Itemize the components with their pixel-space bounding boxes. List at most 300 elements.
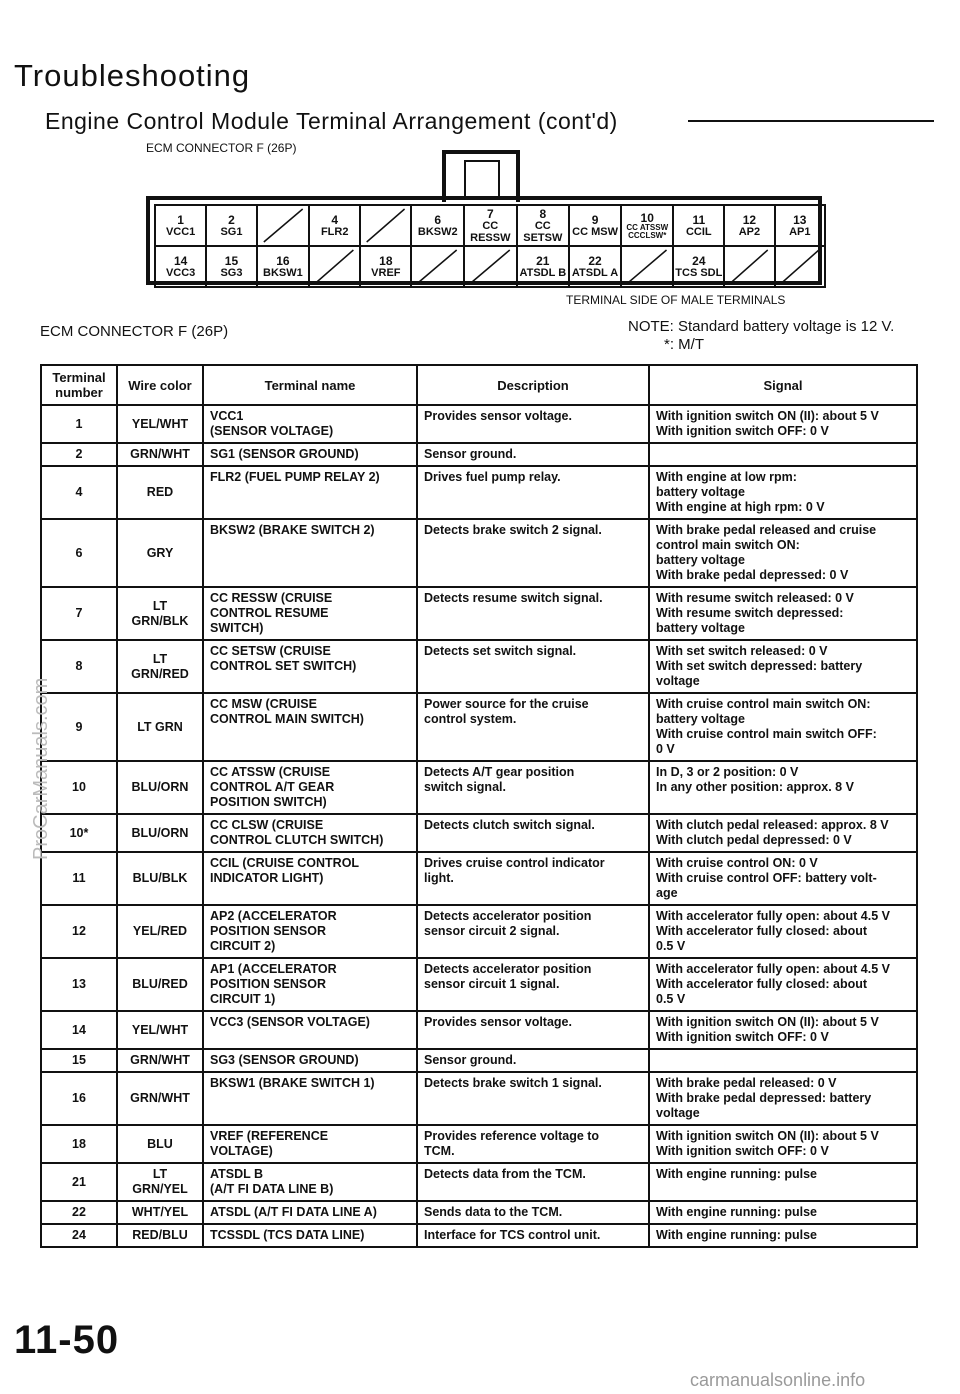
terminal-name-cell-line: SG1 (SENSOR GROUND) [210, 447, 359, 461]
signal-cell-line: 0.5 V [656, 939, 686, 953]
terminal-name-cell-line: CC CLSW (CRUISE [210, 818, 324, 832]
description-cell [417, 761, 649, 814]
header-description: Description [417, 365, 649, 405]
signal-cell [649, 1163, 917, 1201]
connector-label: ECM CONNECTOR F (26P) [40, 323, 229, 340]
header-terminal-number: Terminal number [41, 365, 117, 405]
table-row [41, 905, 917, 958]
connector-unused-pin [775, 246, 825, 287]
connector-pin-name: CC MSW [572, 225, 618, 238]
description-cell [417, 958, 649, 1011]
connector-pin-number: 13 [793, 212, 807, 227]
terminal-name-cell [203, 852, 417, 905]
title-rule [688, 120, 934, 122]
terminal-name-cell-line: AP1 (ACCELERATOR [210, 962, 337, 976]
terminal-number-cell: 4 [41, 466, 117, 519]
terminal-name-cell [203, 587, 417, 640]
signal-cell [649, 1125, 917, 1163]
connector-lock-slot [464, 160, 500, 200]
description-cell-line: Detects accelerator position [424, 962, 592, 976]
connector-pin-name: CC ATSSW CCCLSW* [626, 222, 669, 240]
signal-cell [649, 1201, 917, 1224]
signal-cell-line: battery voltage [656, 485, 745, 499]
signal-cell-line: With accelerator fully open: about 4.5 V [656, 909, 890, 923]
signal-cell-line: With accelerator fully closed: about [656, 924, 868, 938]
signal-cell-line: With resume switch depressed: [656, 606, 844, 620]
signal-cell [649, 1049, 917, 1072]
connector-pin [411, 205, 464, 246]
connector-unused-pin [309, 246, 360, 287]
signal-cell [649, 958, 917, 1011]
terminal-name-cell [203, 640, 417, 693]
description-cell [417, 1049, 649, 1072]
terminal-name-cell-line: CONTROL MAIN SWITCH) [210, 712, 364, 726]
connector-unused-pin [621, 246, 673, 287]
connector-pin [464, 205, 517, 246]
wire-color-cell: BLU/ORN [117, 814, 203, 852]
description-cell-line: Detects data from the TCM. [424, 1167, 586, 1181]
connector-pin-name: ATSDL A [571, 266, 619, 279]
signal-cell-line: battery voltage [656, 553, 745, 567]
signal-cell [649, 1224, 917, 1247]
signal-cell [649, 1072, 917, 1125]
terminal-name-cell [203, 1049, 417, 1072]
wire-color-cell: LT GRN/YEL [117, 1163, 203, 1201]
description-cell-line: Sensor ground. [424, 447, 517, 461]
description-cell-line: control system. [424, 712, 517, 726]
connector-diagram [146, 146, 826, 288]
signal-cell-line: With cruise control main switch OFF: [656, 727, 877, 741]
description-cell-line: light. [424, 871, 454, 885]
signal-cell [649, 405, 917, 443]
description-cell-line: Drives cruise control indicator [424, 856, 605, 870]
terminal-name-cell-line: CC RESSW (CRUISE [210, 591, 333, 605]
connector-pin [155, 246, 206, 287]
wire-color-cell: LT GRN [117, 693, 203, 761]
connector-pin-number: 16 [276, 253, 290, 268]
terminal-name-cell-line: CONTROL RESUME [210, 606, 329, 620]
description-cell [417, 1163, 649, 1201]
header-wire-color: Wire color [117, 365, 203, 405]
terminal-number-cell: 8 [41, 640, 117, 693]
terminal-name-cell-line: CIRCUIT 2) [210, 939, 276, 953]
connector-pin-name: FLR2 [320, 225, 349, 238]
wire-color-cell: GRY [117, 519, 203, 587]
description-cell-line: Sensor ground. [424, 1053, 517, 1067]
page-subtitle: Engine Control Module Terminal Arrangement (cont'd) [45, 108, 618, 134]
terminal-name-cell-line: INDICATOR LIGHT) [210, 871, 324, 885]
header-terminal-name: Terminal name [203, 365, 417, 405]
connector-pin [360, 246, 411, 287]
signal-cell-line: With ignition switch OFF: 0 V [656, 424, 829, 438]
description-cell-line: sensor circuit 1 signal. [424, 977, 560, 991]
signal-cell-line: With ignition switch ON (II): about 5 V [656, 1015, 879, 1029]
terminal-name-cell [203, 1201, 417, 1224]
terminal-number-cell: 6 [41, 519, 117, 587]
connector-unused-pin [360, 205, 411, 246]
description-cell [417, 640, 649, 693]
description-cell [417, 1224, 649, 1247]
terminal-name-cell-line: BKSW1 (BRAKE SWITCH 1) [210, 1076, 375, 1090]
description-cell [417, 443, 649, 466]
description-cell [417, 1011, 649, 1049]
connector-pin-number: 21 [536, 253, 550, 268]
description-cell-line: Detects resume switch signal. [424, 591, 603, 605]
section-title: Troubleshooting [14, 58, 251, 93]
description-cell-line: Provides sensor voltage. [424, 1015, 572, 1029]
terminal-name-cell [203, 905, 417, 958]
connector-pin-name: CC RESSW [470, 219, 511, 244]
connector-pin-row [155, 246, 825, 287]
table-row [41, 958, 917, 1011]
terminal-name-cell-line: CONTROL CLUTCH SWITCH) [210, 833, 384, 847]
terminal-name-cell-line: CC MSW (CRUISE [210, 697, 317, 711]
signal-cell-line: With accelerator fully open: about 4.5 V [656, 962, 890, 976]
connector-pin-number: 24 [692, 253, 706, 268]
signal-cell [649, 443, 917, 466]
signal-cell [649, 466, 917, 519]
wire-color-cell: GRN/WHT [117, 1049, 203, 1072]
terminal-number-cell: 11 [41, 852, 117, 905]
table-row [41, 1011, 917, 1049]
note-line-2: *: M/T [664, 336, 704, 353]
connector-pin-row [155, 205, 825, 246]
terminal-name-cell-line: (SENSOR VOLTAGE) [210, 424, 334, 438]
terminal-name-cell-line: FLR2 (FUEL PUMP RELAY 2) [210, 470, 380, 484]
signal-cell-line: With cruise control main switch ON: [656, 697, 871, 711]
description-cell-line: Detects accelerator position [424, 909, 592, 923]
terminal-name-cell [203, 761, 417, 814]
signal-cell-line: With brake pedal released: 0 V [656, 1076, 837, 1090]
terminal-name-cell-line: BKSW2 (BRAKE SWITCH 2) [210, 523, 375, 537]
terminal-name-cell-line: SWITCH) [210, 621, 264, 635]
terminal-name-cell-line: POSITION SWITCH) [210, 795, 327, 809]
terminal-number-cell: 21 [41, 1163, 117, 1201]
description-cell-line: TCM. [424, 1144, 455, 1158]
signal-cell-line: In D, 3 or 2 position: 0 V [656, 765, 799, 779]
signal-cell-line: With brake pedal depressed: battery [656, 1091, 872, 1105]
terminal-name-cell-line: POSITION SENSOR [210, 977, 326, 991]
connector-pin [206, 205, 256, 246]
signal-cell-line: With accelerator fully closed: about [656, 977, 868, 991]
connector-pin [673, 205, 724, 246]
terminal-name-cell-line: ATSDL B [210, 1167, 264, 1181]
connector-pin [775, 205, 825, 246]
table-header-row [41, 365, 917, 405]
terminal-name-cell-line: CONTROL SET SWITCH) [210, 659, 357, 673]
signal-cell [649, 519, 917, 587]
description-cell-line: switch signal. [424, 780, 506, 794]
signal-cell-line: With resume switch released: 0 V [656, 591, 854, 605]
wire-color-cell: BLU/BLK [117, 852, 203, 905]
signal-cell-line: voltage [656, 1106, 700, 1120]
connector-pin-number: 9 [591, 212, 599, 227]
signal-cell-line: With engine running: pulse [656, 1205, 817, 1219]
wire-color-cell: BLU/ORN [117, 761, 203, 814]
wire-color-cell: YEL/WHT [117, 405, 203, 443]
wire-color-cell: YEL/RED [117, 905, 203, 958]
signal-cell-line: With ignition switch OFF: 0 V [656, 1030, 829, 1044]
description-cell-line: Power source for the cruise [424, 697, 589, 711]
connector-pin-name: ATSDL B [519, 266, 567, 279]
terminal-name-cell-line: CCIL (CRUISE CONTROL [210, 856, 360, 870]
terminal-name-cell [203, 405, 417, 443]
connector-pin-name: VCC3 [165, 266, 196, 279]
connector-pin-name: BKSW1 [263, 266, 303, 279]
signal-cell-line: With set switch depressed: battery [656, 659, 863, 673]
connector-pin-number: 11 [692, 212, 706, 227]
description-cell [417, 519, 649, 587]
terminal-name-cell-line: VCC1 [210, 409, 244, 423]
terminal-number-cell: 10 [41, 761, 117, 814]
terminal-number-cell: 9 [41, 693, 117, 761]
connector-pin-number: 15 [224, 253, 239, 268]
signal-cell-line: With brake pedal depressed: 0 V [656, 568, 849, 582]
description-cell [417, 405, 649, 443]
terminal-number-cell: 10* [41, 814, 117, 852]
description-cell-line: Detects brake switch 2 signal. [424, 523, 602, 537]
table-row [41, 1224, 917, 1247]
wire-color-cell: BLU/RED [117, 958, 203, 1011]
signal-cell [649, 1011, 917, 1049]
terminal-number-cell: 22 [41, 1201, 117, 1224]
terminal-name-cell [203, 1224, 417, 1247]
table-row [41, 443, 917, 466]
connector-pin [569, 205, 621, 246]
connector-label-top: ECM CONNECTOR F (26P) [146, 141, 297, 155]
wire-color-cell: YEL/WHT [117, 1011, 203, 1049]
wire-color-cell: WHT/YEL [117, 1201, 203, 1224]
signal-cell-line: With ignition switch OFF: 0 V [656, 1144, 829, 1158]
terminal-number-cell: 18 [41, 1125, 117, 1163]
terminal-number-cell: 15 [41, 1049, 117, 1072]
table-row [41, 1125, 917, 1163]
signal-cell-line: With set switch released: 0 V [656, 644, 828, 658]
connector-pin-name: SG3 [220, 266, 243, 279]
terminal-name-cell [203, 958, 417, 1011]
description-cell [417, 905, 649, 958]
table-row [41, 405, 917, 443]
table-row [41, 814, 917, 852]
connector-pin-name: VCC1 [165, 225, 196, 238]
signal-cell-line: battery voltage [656, 621, 745, 635]
table-row [41, 640, 917, 693]
terminal-side-label: TERMINAL SIDE OF MALE TERMINALS [566, 293, 786, 307]
note [628, 318, 894, 354]
terminal-number-cell: 7 [41, 587, 117, 640]
terminal-number-cell: 16 [41, 1072, 117, 1125]
description-cell-line: Interface for TCS control unit. [424, 1228, 601, 1242]
signal-cell [649, 761, 917, 814]
connector-pin-number: 4 [331, 212, 339, 227]
wire-color-cell: RED [117, 466, 203, 519]
table-row [41, 1201, 917, 1224]
table-row [41, 519, 917, 587]
description-cell [417, 1125, 649, 1163]
connector-pin-name: CCIL [685, 225, 712, 238]
signal-cell-line: With cruise control ON: 0 V [656, 856, 818, 870]
connector-pin [309, 205, 360, 246]
connector-pin-name: AP2 [738, 225, 761, 238]
connector-pin-name: TCS SDL [675, 266, 723, 279]
terminal-name-cell-line: POSITION SENSOR [210, 924, 326, 938]
description-cell [417, 693, 649, 761]
connector-pin-number: 18 [379, 253, 393, 268]
table-row [41, 1049, 917, 1072]
terminal-name-cell [203, 466, 417, 519]
wire-color-cell: LT GRN/RED [117, 640, 203, 693]
connector-unused-pin [464, 246, 517, 287]
connector-pin-number: 14 [173, 253, 188, 268]
terminal-table [40, 364, 918, 1248]
description-cell-line: Detects clutch switch signal. [424, 818, 595, 832]
connector-pin [517, 246, 569, 287]
signal-cell-line: 0 V [656, 742, 675, 756]
terminal-name-cell [203, 814, 417, 852]
connector-pin-number: 7 [486, 206, 494, 221]
description-cell-line: Provides reference voltage to [424, 1129, 600, 1143]
terminal-name-cell-line: AP2 (ACCELERATOR [210, 909, 337, 923]
connector-pin-number: 6 [434, 212, 442, 227]
connector-pin-number: 1 [177, 212, 184, 227]
terminal-number-cell: 13 [41, 958, 117, 1011]
signal-cell-line: With clutch pedal depressed: 0 V [656, 833, 852, 847]
terminal-name-cell-line: TCSSDL (TCS DATA LINE) [210, 1228, 365, 1242]
description-cell-line: Detects A/T gear position [424, 765, 575, 779]
connector-pin [724, 205, 774, 246]
signal-cell-line: With ignition switch ON (II): about 5 V [656, 1129, 879, 1143]
connector-pin-number: 8 [539, 206, 547, 221]
connector-pin-number: 10 [640, 210, 654, 225]
terminal-number-cell: 14 [41, 1011, 117, 1049]
connector-pin-grid [154, 204, 826, 288]
signal-cell-line: With engine running: pulse [656, 1167, 817, 1181]
connector-pin-number: 12 [742, 212, 757, 227]
signal-cell [649, 587, 917, 640]
signal-cell-line: With clutch pedal released: approx. 8 V [656, 818, 889, 832]
description-cell-line: Detects set switch signal. [424, 644, 577, 658]
terminal-name-cell-line: SG3 (SENSOR GROUND) [210, 1053, 359, 1067]
connector-pin [673, 246, 724, 287]
description-cell [417, 852, 649, 905]
signal-cell-line: 0.5 V [656, 992, 686, 1006]
terminal-name-cell-line: (A/T FI DATA LINE B) [210, 1182, 334, 1196]
terminal-name-cell-line: CC SETSW (CRUISE [210, 644, 331, 658]
connector-pin [621, 205, 673, 246]
signal-cell-line: age [656, 886, 678, 900]
connector-pin [517, 205, 569, 246]
terminal-name-cell [203, 1072, 417, 1125]
table-row [41, 852, 917, 905]
page-number: 11-50 [14, 1318, 120, 1362]
description-cell-line: Detects brake switch 1 signal. [424, 1076, 602, 1090]
connector-pin-name: BKSW2 [417, 225, 458, 238]
wire-color-cell: BLU [117, 1125, 203, 1163]
connector-pin-name: VREF [371, 266, 401, 279]
terminal-name-cell [203, 1011, 417, 1049]
header-signal: Signal [649, 365, 917, 405]
description-cell [417, 587, 649, 640]
terminal-name-cell [203, 1125, 417, 1163]
wire-color-cell: RED/BLU [117, 1224, 203, 1247]
connector-pin [206, 246, 256, 287]
signal-cell [649, 640, 917, 693]
terminal-name-cell-line: CC ATSSW (CRUISE [210, 765, 331, 779]
terminal-name-cell-line: VREF (REFERENCE [210, 1129, 329, 1143]
signal-cell-line: control main switch ON: [656, 538, 800, 552]
terminal-name-cell-line: CONTROL A/T GEAR [210, 780, 335, 794]
terminal-name-cell-line: ATSDL (A/T FI DATA LINE A) [210, 1205, 377, 1219]
description-cell [417, 466, 649, 519]
signal-cell [649, 814, 917, 852]
signal-cell-line: In any other position: approx. 8 V [656, 780, 854, 794]
connector-pin [257, 246, 310, 287]
signal-cell [649, 905, 917, 958]
signal-cell [649, 693, 917, 761]
watermark-bottom: carmanualsonline.info [690, 1370, 866, 1390]
terminal-name-cell [203, 443, 417, 466]
terminal-name-cell [203, 1163, 417, 1201]
description-cell [417, 814, 649, 852]
signal-cell-line: With cruise control OFF: battery volt- [656, 871, 877, 885]
signal-cell-line: voltage [656, 674, 700, 688]
watermark-side: ProCarManuals.com [30, 677, 52, 860]
description-cell-line: Sends data to the TCM. [424, 1205, 563, 1219]
signal-cell-line: With ignition switch ON (II): about 5 V [656, 409, 879, 423]
terminal-name-cell-line: CIRCUIT 1) [210, 992, 276, 1006]
connector-pin-name: AP1 [789, 225, 811, 238]
connector-pin-name: SG1 [220, 225, 243, 238]
table-row [41, 1072, 917, 1125]
connector-unused-pin [724, 246, 774, 287]
table-row [41, 761, 917, 814]
wire-color-cell: GRN/WHT [117, 1072, 203, 1125]
signal-cell [649, 852, 917, 905]
connector-pin [155, 205, 206, 246]
terminal-number-cell: 24 [41, 1224, 117, 1247]
wire-color-cell: GRN/WHT [117, 443, 203, 466]
terminal-number-cell: 2 [41, 443, 117, 466]
wire-color-cell: LT GRN/BLK [117, 587, 203, 640]
note-line-1: NOTE: Standard battery voltage is 12 V. [628, 318, 895, 335]
signal-cell-line: With engine at low rpm: [656, 470, 797, 484]
terminal-number-cell: 1 [41, 405, 117, 443]
signal-cell-line: With brake pedal released and cruise [656, 523, 877, 537]
description-cell-line: Drives fuel pump relay. [424, 470, 561, 484]
terminal-name-cell [203, 693, 417, 761]
signal-cell-line: battery voltage [656, 712, 745, 726]
table-row [41, 466, 917, 519]
connector-unused-pin [411, 246, 464, 287]
description-cell-line: sensor circuit 2 signal. [424, 924, 560, 938]
table-row [41, 587, 917, 640]
connector-pin [569, 246, 621, 287]
signal-cell-line: With engine at high rpm: 0 V [656, 500, 825, 514]
terminal-number-cell: 12 [41, 905, 117, 958]
table-row [41, 693, 917, 761]
description-cell-line: Provides sensor voltage. [424, 409, 572, 423]
connector-pin-number: 22 [588, 253, 602, 268]
terminal-name-cell-line: VCC3 (SENSOR VOLTAGE) [210, 1015, 370, 1029]
description-cell [417, 1201, 649, 1224]
terminal-name-cell [203, 519, 417, 587]
table-row [41, 1163, 917, 1201]
description-cell [417, 1072, 649, 1125]
connector-unused-pin [257, 205, 310, 246]
signal-cell-line: With engine running: pulse [656, 1228, 817, 1242]
connector-pin-number: 2 [228, 212, 235, 227]
terminal-name-cell-line: VOLTAGE) [210, 1144, 273, 1158]
